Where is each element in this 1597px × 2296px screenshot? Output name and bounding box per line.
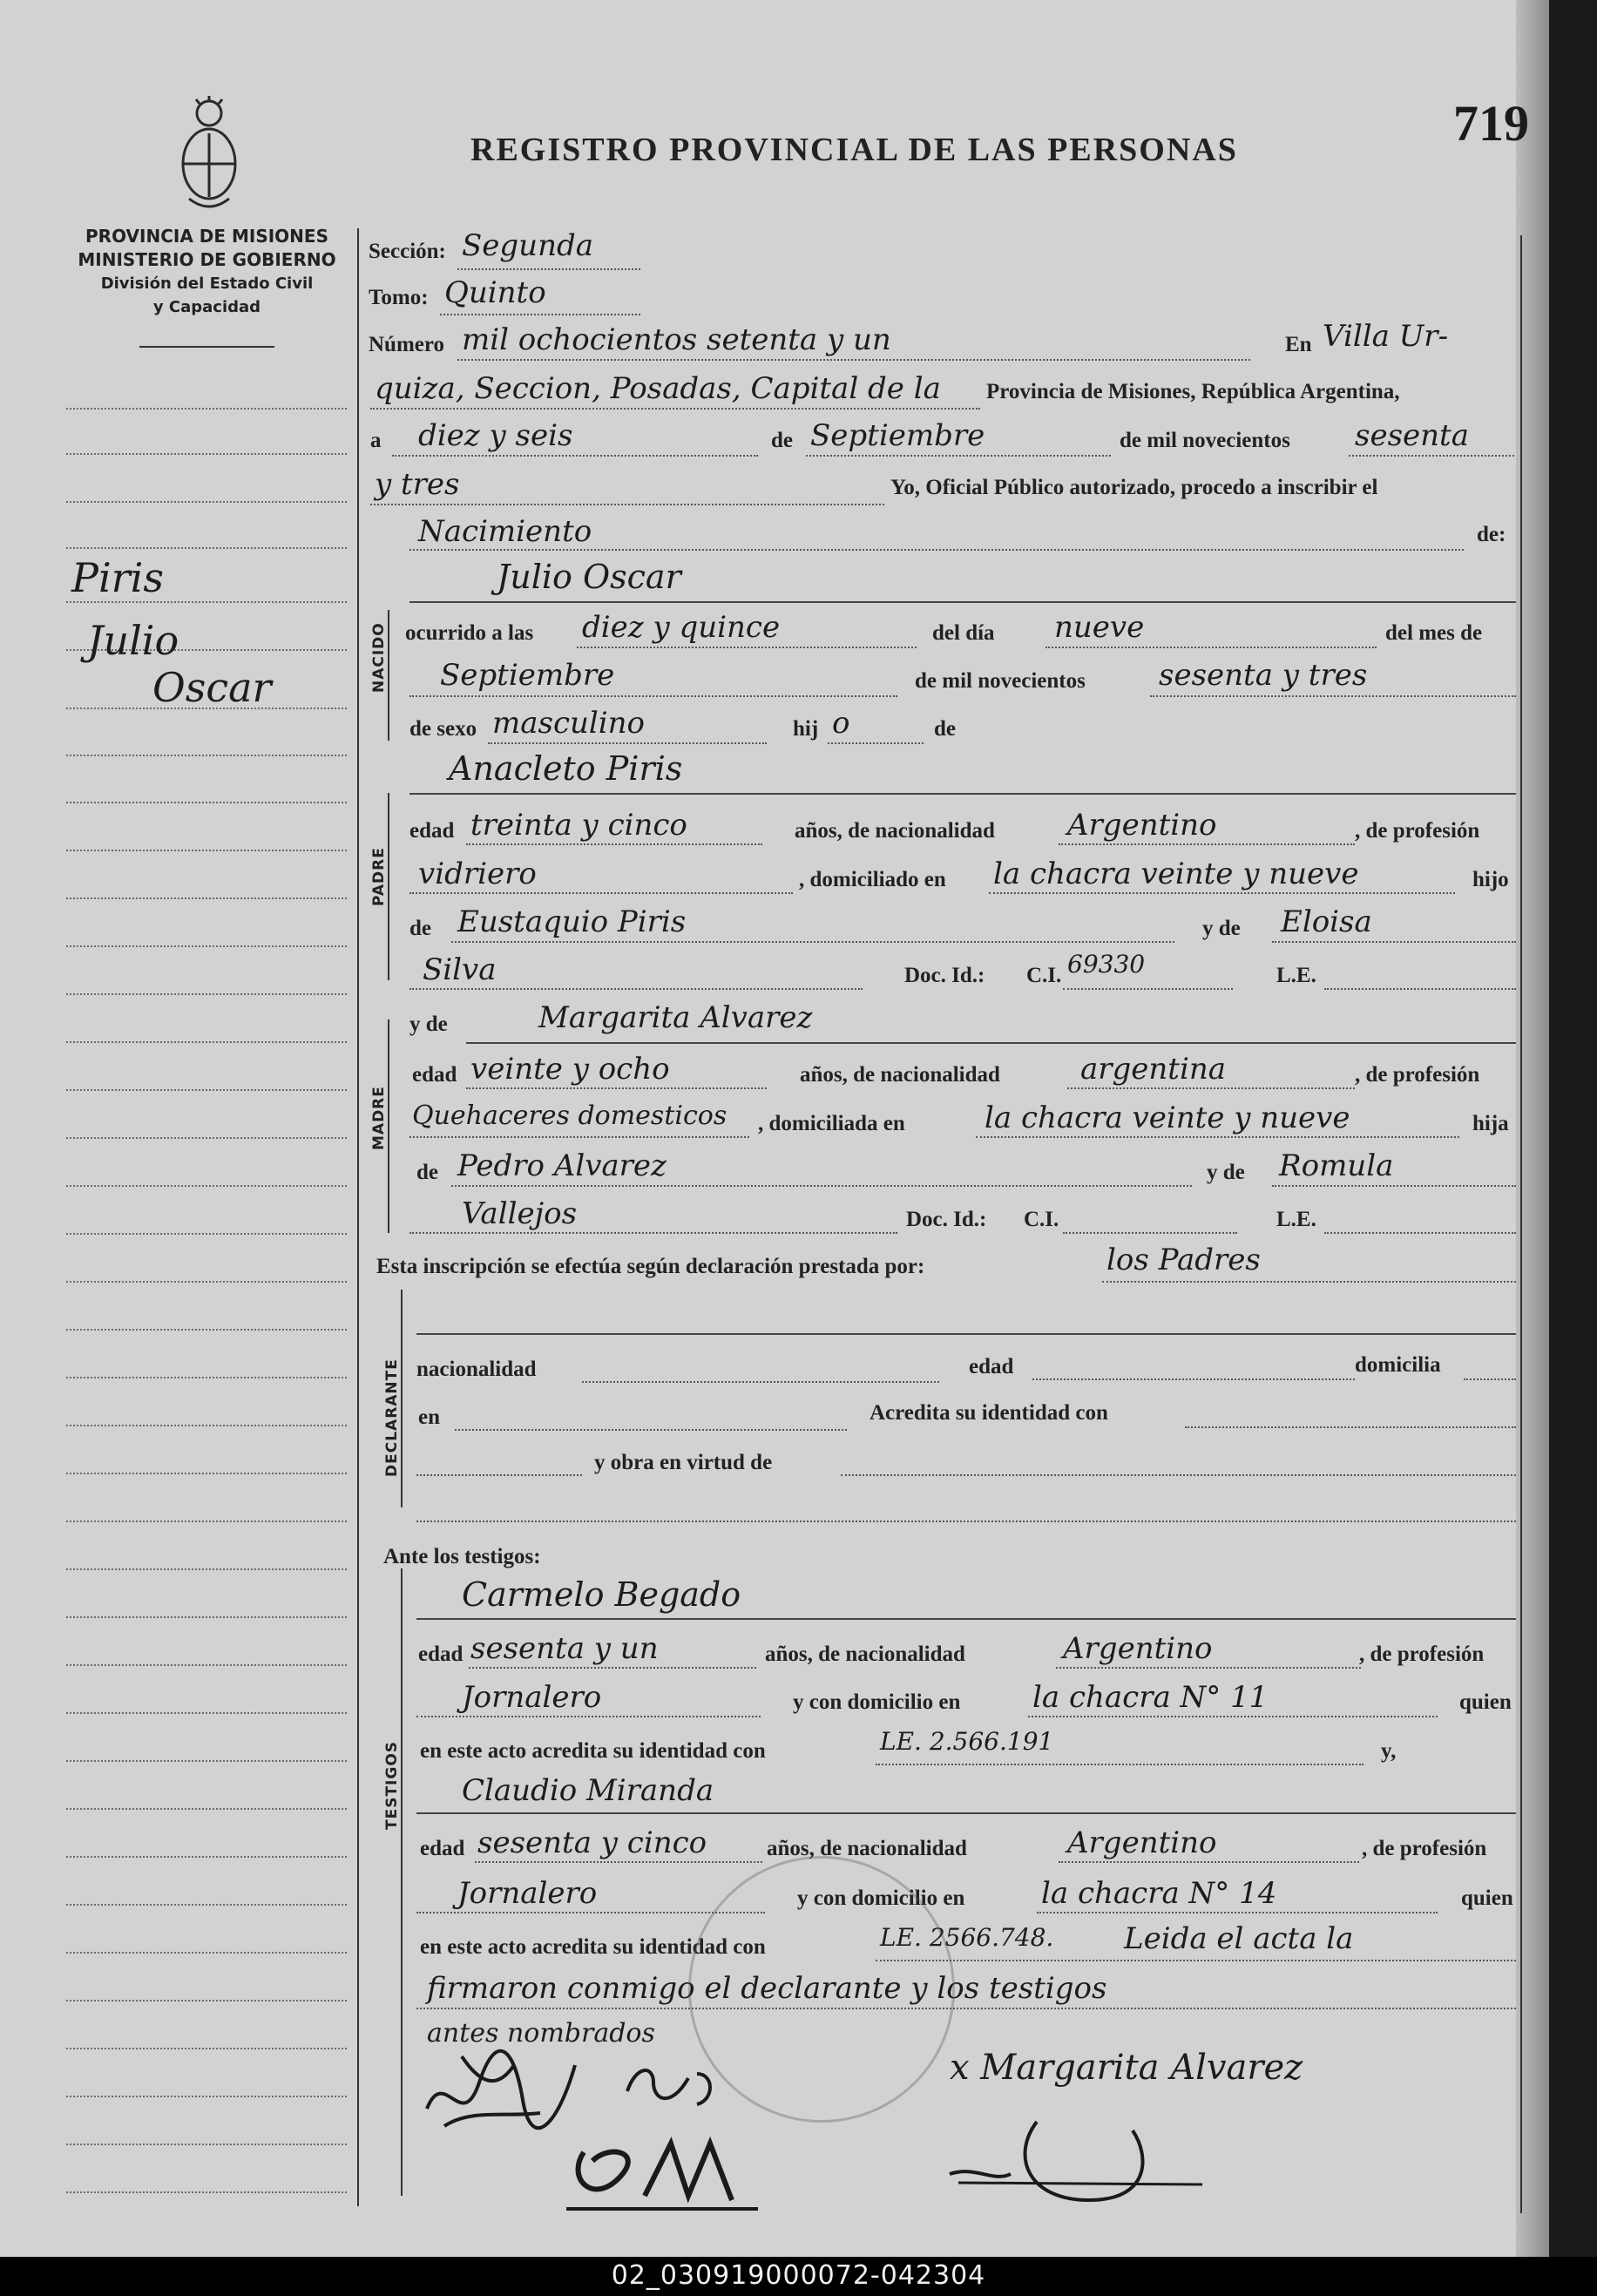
margin-rule <box>66 2048 347 2049</box>
padre-le-label: L.E. <box>1276 964 1316 987</box>
madre-anios-label: años, de nacionalidad <box>800 1063 1000 1087</box>
madre-de-label: de <box>416 1161 438 1184</box>
closing-line-2-rule <box>416 2008 1516 2009</box>
mes-nacimiento-value: Septiembre <box>440 658 615 693</box>
margin-rule <box>66 1904 347 1906</box>
madre-edad-line <box>466 1087 767 1089</box>
padre-anios-label: años, de nacionalidad <box>795 819 995 843</box>
testigo2-name-line <box>416 1812 1516 1814</box>
authority-province: PROVINCIA DE MISIONES <box>85 226 328 247</box>
signature-margarita: x Margarita Alvarez <box>950 2048 1303 2088</box>
padre-profesion-line <box>409 892 793 894</box>
testigo1-doc-line <box>876 1764 1364 1765</box>
hijo-de-label: de <box>934 717 956 741</box>
margin-rule <box>66 850 347 851</box>
closing-line-3: antes nombrados <box>427 2018 655 2049</box>
margin-rule <box>66 1760 347 1762</box>
padre-profesion-value: vidriero <box>418 857 537 891</box>
testigo1-quien-label: quien <box>1459 1690 1512 1714</box>
closing-line-2: firmaron conmigo el declarante y los testigos <box>427 1971 1107 2006</box>
section-nacido: NACIDO <box>370 622 388 693</box>
margin-rule <box>66 897 347 899</box>
padre-de-label: de <box>409 917 431 940</box>
testigo1-edad-line <box>469 1667 756 1669</box>
margin-rule <box>66 1712 347 1714</box>
abuelo-paterno-value: Eustaquio Piris <box>457 904 687 939</box>
declarante-nacionalidad-label: nacionalidad <box>416 1358 537 1381</box>
seccion-label: Sección: <box>369 240 446 263</box>
main-frame-right <box>1520 235 1522 2213</box>
margin-rule <box>66 1856 347 1858</box>
declarante-nacionalidad-line <box>582 1381 939 1383</box>
declaracion-value: los Padres <box>1106 1243 1261 1277</box>
abuela-paterna-value: Eloisa <box>1281 904 1372 939</box>
de-label: de <box>771 429 793 452</box>
abuela-paterna-line-2 <box>409 988 863 990</box>
margin-rule <box>66 1425 347 1426</box>
declarante-obra-line <box>841 1474 1516 1476</box>
padre-domicilio-label: , domiciliado en <box>799 868 946 891</box>
margin-rule <box>66 2096 347 2097</box>
madre-nacionalidad-value: argentina <box>1080 1052 1227 1087</box>
de-colon: de: <box>1477 523 1506 546</box>
declarante-edad-label: edad <box>969 1355 1014 1378</box>
testigo1-profesion-line <box>416 1716 761 1717</box>
mil-nacimiento-text: de mil novecientos <box>915 669 1086 693</box>
testigo2-domicilio-label: y con domicilio en <box>797 1886 965 1910</box>
testigo2-edad-label: edad <box>420 1837 465 1860</box>
declarante-en-line <box>455 1429 847 1431</box>
margin-rule <box>66 1377 347 1378</box>
declarante-acredita-label: Acredita su identidad con <box>870 1401 1108 1425</box>
sexo-label: de sexo <box>409 717 477 741</box>
testigo1-acredita-label: en este acto acredita su identidad con <box>420 1739 766 1763</box>
margin-rule <box>66 1185 347 1187</box>
testigo2-edad-line <box>475 1861 762 1863</box>
testigo2-anios-label: años, de nacionalidad <box>767 1837 967 1860</box>
madre-domicilio-label: , domiciliada en <box>758 1112 905 1135</box>
abuela-materna-line <box>1272 1185 1516 1187</box>
tomo-label: Tomo: <box>369 286 429 309</box>
testigo1-nacionalidad-line <box>1056 1667 1361 1669</box>
madre-profesion-value: Quehaceres domesticos <box>412 1101 727 1131</box>
mil-text: de mil novecientos <box>1120 429 1290 452</box>
testigo1-edad-label: edad <box>418 1642 464 1666</box>
initials-mark <box>619 2056 723 2117</box>
authority-ministry: MINISTERIO DE GOBIERNO <box>78 249 336 270</box>
tomo-value: Quinto <box>444 275 546 310</box>
margin-rule <box>66 1616 347 1618</box>
declarante-bracket <box>401 1290 403 1507</box>
coat-of-arms-icon <box>170 94 248 216</box>
margin-rule <box>66 501 347 503</box>
margin-rule <box>66 1137 347 1139</box>
madre-le-line <box>1324 1232 1516 1234</box>
closing-inline: Leida el acta la <box>1124 1921 1354 1956</box>
padre-name: Anacleto Piris <box>449 749 683 788</box>
declaracion-line <box>1102 1281 1516 1283</box>
page-number: 719 <box>1453 95 1529 152</box>
padre-edad-line <box>466 843 762 845</box>
en-label: En <box>1285 333 1312 356</box>
abuelo-materno-value: Pedro Alvarez <box>457 1148 667 1183</box>
margin-rule <box>66 1568 347 1570</box>
margin-rule <box>66 945 347 947</box>
margin-rule <box>66 802 347 803</box>
padre-ci-value: 69330 <box>1067 950 1146 979</box>
margin-rule <box>66 1041 347 1043</box>
margin-rule <box>66 2191 347 2193</box>
madre-doc-label: Doc. Id.: <box>906 1208 987 1231</box>
margin-rule <box>66 1521 347 1522</box>
margin-rule <box>66 1808 347 1810</box>
margin-rule <box>66 1952 347 1954</box>
authority-division: División del Estado Civil <box>100 274 314 293</box>
abuela-materna-value: Romula <box>1279 1148 1394 1183</box>
hora-line <box>577 647 917 648</box>
testigo1-domicilio-value: la chacra N° 11 <box>1032 1680 1269 1715</box>
oficial-text: Yo, Oficial Público autorizado, procedo a inscribir el <box>890 476 1378 499</box>
hora-value: diez y quince <box>582 610 781 645</box>
padre-nacionalidad-value: Argentino <box>1067 808 1217 843</box>
madre-nacionalidad-line <box>1067 1087 1355 1089</box>
anio-nacimiento-line <box>1150 695 1516 697</box>
margin-rule <box>66 1089 347 1091</box>
numero-line <box>457 359 1250 361</box>
padre-le-line <box>1324 988 1516 990</box>
declarante-obra-label: y obra en virtud de <box>594 1451 773 1474</box>
numero-value: mil ochocientos setenta y un <box>462 322 891 357</box>
padre-y-de-label: y de <box>1202 917 1241 940</box>
margin-rule <box>66 1664 347 1666</box>
margin-middle-name: Oscar <box>152 664 272 711</box>
madre-hija-label: hija <box>1472 1112 1509 1135</box>
nacido-name: Julio Oscar <box>497 558 681 596</box>
declarant-signature-scribble <box>941 2104 1220 2209</box>
declarante-domicilia-label: domicilia <box>1355 1353 1441 1377</box>
padre-edad-label: edad <box>409 819 455 843</box>
mes-inscripcion-line <box>806 455 1111 457</box>
declarante-domicilia-line <box>1464 1378 1516 1380</box>
testigo2-nacionalidad-value: Argentino <box>1067 1825 1217 1860</box>
margin-rule <box>66 993 347 995</box>
madre-profesion-label: , de profesión <box>1355 1063 1480 1087</box>
madre-y-de2-label: y de <box>1207 1161 1245 1184</box>
abuelo-materno-line <box>451 1185 1192 1187</box>
declarante-acredita-line <box>1185 1426 1516 1428</box>
testigo2-profesion-value: Jornalero <box>457 1876 598 1911</box>
declaracion-text: Esta inscripción se efectúa según declaración prestada por: <box>376 1255 925 1278</box>
madre-y-de-label: y de <box>409 1013 448 1036</box>
testigo1-nacionalidad-value: Argentino <box>1063 1631 1213 1666</box>
officer-signature-scribble <box>558 2126 767 2222</box>
margin-rule <box>66 1329 347 1331</box>
hijo-label: hij <box>793 717 819 741</box>
testigo2-acredita-label: en este acto acredita su identidad con <box>420 1935 766 1959</box>
abuela-materna-line-2 <box>409 1232 897 1234</box>
testigo1-domicilio-line <box>1028 1716 1438 1717</box>
mes-inscripcion-value: Septiembre <box>810 418 985 453</box>
testigo2-edad-value: sesenta y cinco <box>477 1825 707 1860</box>
anio-nacimiento-value: sesenta y tres <box>1159 658 1368 693</box>
testigos-ante-label: Ante los testigos: <box>383 1545 541 1568</box>
abuelo-paterno-line <box>451 941 1174 943</box>
padre-nacionalidad-line <box>1059 843 1355 845</box>
abuela-paterna-line <box>1272 941 1516 943</box>
declarante-en-label: en <box>418 1405 440 1429</box>
madre-bracket <box>388 1019 389 1233</box>
testigo2-profesion-label: , de profesión <box>1362 1837 1487 1860</box>
declarante-doc-line <box>416 1474 582 1476</box>
padre-domicilio-value: la chacra veinte y nueve <box>993 857 1359 891</box>
hijo-line <box>828 742 924 744</box>
padre-domicilio-line <box>989 892 1455 894</box>
madre-le-label: L.E. <box>1276 1208 1316 1231</box>
abuela-paterna-value-2: Silva <box>423 952 497 987</box>
acto-value: Nacimiento <box>418 514 592 549</box>
testigo2-domicilio-value: la chacra N° 14 <box>1041 1876 1277 1911</box>
section-padre: PADRE <box>370 847 388 906</box>
tomo-line <box>440 314 640 315</box>
testigo2-quien-label: quien <box>1461 1886 1513 1910</box>
margin-rule <box>66 755 347 756</box>
seccion-line <box>457 268 640 270</box>
padre-ci-label: C.I. <box>1026 964 1062 987</box>
anio-inscripcion-line-2 <box>370 504 884 505</box>
testigo2-doc-line <box>876 1960 1516 1961</box>
testigos-bracket <box>401 1568 403 2196</box>
sexo-value: masculino <box>492 706 646 741</box>
provincia-text: Provincia de Misiones, República Argentina, <box>986 380 1400 403</box>
form-title: REGISTRO PROVINCIAL DE LAS PERSONAS <box>470 132 1238 168</box>
dia-line <box>1045 647 1377 648</box>
margin-rule <box>66 1281 347 1283</box>
anio-inscripcion-value-2: y tres <box>375 467 460 502</box>
main-frame-left <box>357 228 359 2206</box>
a-label: a <box>370 429 382 452</box>
testigo1-doc-value: LE. 2.566.191 <box>880 1727 1054 1756</box>
margin-rule <box>66 547 347 549</box>
authority-capacity: y Capacidad <box>152 298 261 316</box>
declarante-extra-line <box>416 1521 1516 1522</box>
madre-ci-line <box>1063 1232 1237 1234</box>
sexo-line <box>488 742 767 744</box>
document-id: 02_030919000072-042304 <box>611 2260 986 2291</box>
en-value: Villa Ur- <box>1323 319 1449 354</box>
section-madre: MADRE <box>370 1086 388 1150</box>
madre-edad-value: veinte y ocho <box>470 1052 670 1087</box>
testigo1-name-line <box>416 1618 1516 1620</box>
madre-domicilio-value: la chacra veinte y nueve <box>985 1101 1350 1135</box>
padre-bracket <box>388 793 389 980</box>
testigo1-y-label: y, <box>1381 1739 1397 1763</box>
margin-rule <box>66 453 347 455</box>
anio-inscripcion-value: sesenta <box>1355 418 1469 453</box>
anio-inscripcion-line <box>1349 455 1514 457</box>
lugar-value: quiza, Seccion, Posadas, Capital de la <box>375 371 941 406</box>
dia-value: nueve <box>1054 610 1145 645</box>
nacido-bracket <box>388 610 389 741</box>
madre-name: Margarita Alvarez <box>538 1000 813 1035</box>
dia-inscripcion-value: diez y seis <box>418 418 573 453</box>
del-mes-label: del mes de <box>1385 621 1483 645</box>
margin-rule <box>66 1233 347 1235</box>
official-seal-stamp <box>688 1856 955 2123</box>
mes-nacimiento-line <box>409 695 897 697</box>
nacido-name-line <box>409 601 1516 603</box>
testigo1-profesion-value: Jornalero <box>462 1680 602 1715</box>
madre-domicilio-line <box>976 1136 1459 1138</box>
dia-inscripcion-line <box>392 455 758 457</box>
padre-profesion-label: , de profesión <box>1355 819 1480 843</box>
testigo1-anios-label: años, de nacionalidad <box>765 1642 965 1666</box>
margin-rule <box>66 2000 347 2001</box>
lugar-line <box>370 408 980 410</box>
testigo2-domicilio-line <box>1037 1912 1438 1913</box>
padre-ci-line <box>1063 988 1233 990</box>
testigo2-nacionalidad-line <box>1059 1861 1359 1863</box>
madre-name-line <box>466 1042 1516 1044</box>
declarante-name-line <box>416 1333 1516 1335</box>
testigo1-name: Carmelo Begado <box>462 1575 741 1614</box>
testigo1-profesion-label: , de profesión <box>1359 1642 1485 1666</box>
hijo-value: o <box>832 706 850 741</box>
authority-underline <box>139 346 274 348</box>
numero-label: Número <box>369 333 445 356</box>
testigo2-doc-value: LE. 2566.748. <box>880 1923 1054 1952</box>
padre-edad-value: treinta y cinco <box>470 808 687 843</box>
testigo1-domicilio-label: y con domicilio en <box>793 1690 961 1714</box>
padre-doc-label: Doc. Id.: <box>904 964 985 987</box>
madre-profesion-line <box>409 1136 749 1138</box>
madre-ci-label: C.I. <box>1024 1208 1059 1231</box>
margin-rule <box>66 408 347 410</box>
margin-rule <box>66 1473 347 1474</box>
issuing-authority <box>61 225 353 319</box>
ocurrido-label: ocurrido a las <box>405 621 534 645</box>
declarante-edad-line <box>1032 1378 1355 1380</box>
testigo1-edad-value: sesenta y un <box>470 1631 659 1666</box>
margin-first-name: Julio <box>87 617 179 664</box>
section-testigos: TESTIGOS <box>383 1740 401 1830</box>
padre-hijo-label: hijo <box>1472 868 1509 891</box>
margin-rule <box>66 2144 347 2145</box>
acto-line <box>409 549 1464 551</box>
seccion-value: Segunda <box>462 228 594 263</box>
margin-surname: Piris <box>71 554 164 601</box>
testigo2-name: Claudio Miranda <box>462 1773 714 1808</box>
section-declarante: DECLARANTE <box>383 1358 401 1477</box>
madre-edad-label: edad <box>412 1063 457 1087</box>
abuela-materna-value-2: Vallejos <box>462 1196 578 1231</box>
del-dia-label: del día <box>932 621 995 645</box>
padre-name-line <box>409 793 1516 795</box>
margin-rule <box>66 601 347 603</box>
